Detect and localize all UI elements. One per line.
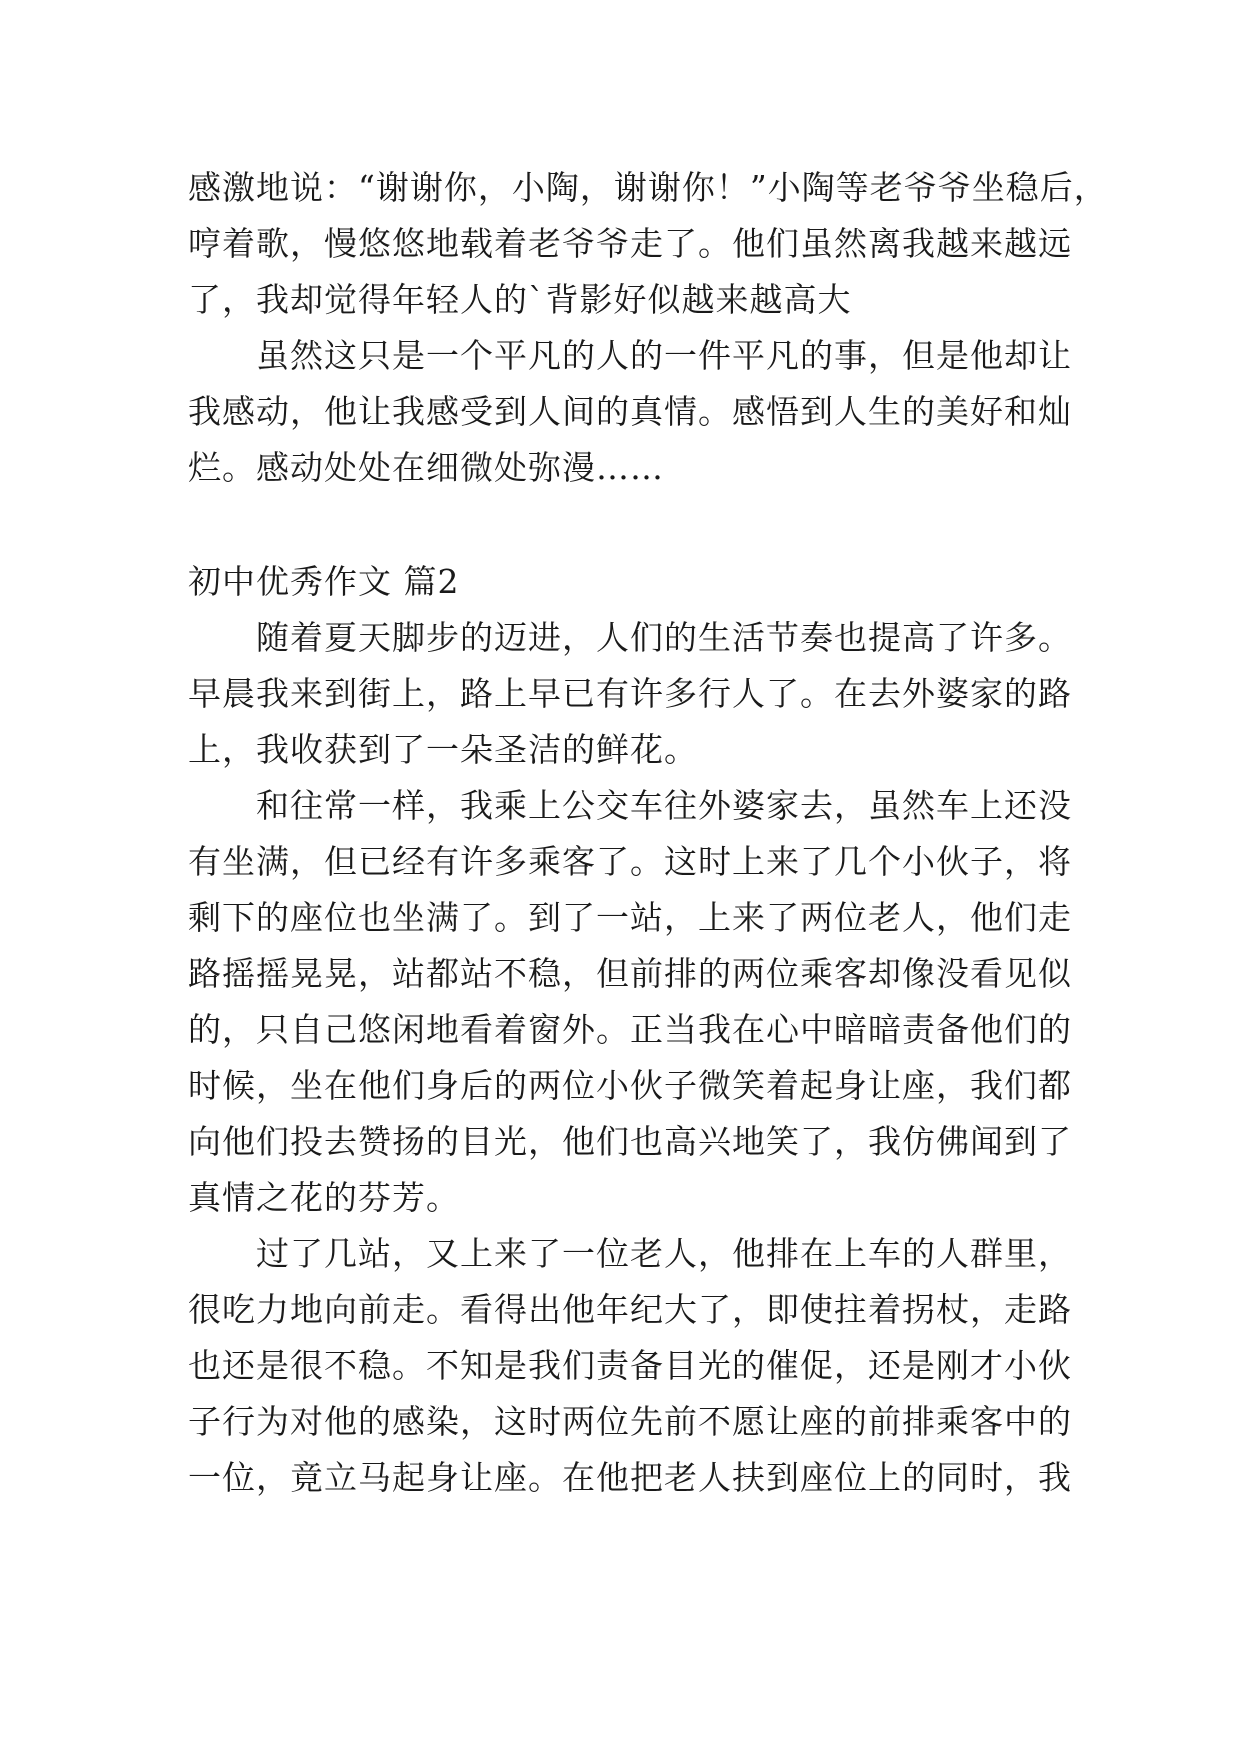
paragraph-line: 剩下的座位也坐满了。到了一站，上来了两位老人，他们走 <box>188 898 1072 937</box>
paragraph-line: 很吃力地向前走。看得出他年纪大了，即使拄着拐杖，走路 <box>188 1290 1072 1329</box>
paragraph-2 <box>188 328 1088 496</box>
paragraph-line: 过了几站，又上来了一位老人，他排在上车的人群里， <box>256 1234 1072 1273</box>
paragraph-line: 有坐满，但已经有许多乘客了。这时上来了几个小伙子，将 <box>188 842 1072 881</box>
paragraph-1 <box>188 160 1108 328</box>
paragraph-line: 我感动，他让我感受到人间的真情。感悟到人生的美好和灿 <box>188 392 1072 431</box>
paragraph-3 <box>188 610 1088 778</box>
paragraph-line: 烂。感动处处在细微处弥漫…… <box>188 448 664 487</box>
paragraph-line: 一位，竟立马起身让座。在他把老人扶到座位上的同时，我 <box>188 1458 1072 1497</box>
paragraph-5 <box>188 1226 1088 1506</box>
paragraph-line: 真情之花的芬芳。 <box>188 1178 460 1217</box>
paragraph-line: 上，我收获到了一朵圣洁的鲜花。 <box>188 730 698 769</box>
paragraph-line: 的，只自己悠闲地看着窗外。正当我在心中暗暗责备他们的 <box>188 1010 1072 1049</box>
document-body <box>188 160 1108 1506</box>
paragraph-line: 哼着歌，慢悠悠地载着老爷爷走了。他们虽然离我越来越远 <box>188 224 1072 263</box>
paragraph-line: 时候，坐在他们身后的两位小伙子微笑着起身让座，我们都 <box>188 1066 1072 1105</box>
paragraph-line: 路摇摇晃晃，站都站不稳，但前排的两位乘客却像没看见似 <box>188 954 1072 993</box>
paragraph-line: 感激地说：“谢谢你，小陶，谢谢你！”小陶等老爷爷坐稳后， <box>188 168 1108 207</box>
paragraph-line: 也还是很不稳。不知是我们责备目光的催促，还是刚才小伙 <box>188 1346 1072 1385</box>
paragraph-line: 随着夏天脚步的迈进，人们的生活节奏也提高了许多。 <box>256 618 1072 657</box>
paragraph-line: 了，我却觉得年轻人的`背影好似越来越高大 <box>188 280 852 319</box>
paragraph-line: 向他们投去赞扬的目光，他们也高兴地笑了，我仿佛闻到了 <box>188 1122 1072 1161</box>
paragraph-line: 和往常一样，我乘上公交车往外婆家去，虽然车上还没 <box>256 786 1072 825</box>
section-heading: 初中优秀作文 篇2 <box>188 562 460 601</box>
paragraph-4 <box>188 778 1088 1226</box>
paragraph-line: 早晨我来到街上，路上早已有许多行人了。在去外婆家的路 <box>188 674 1072 713</box>
paragraph-line: 子行为对他的感染，这时两位先前不愿让座的前排乘客中的 <box>188 1402 1072 1441</box>
paragraph-line: 虽然这只是一个平凡的人的一件平凡的事，但是他却让 <box>256 336 1072 375</box>
